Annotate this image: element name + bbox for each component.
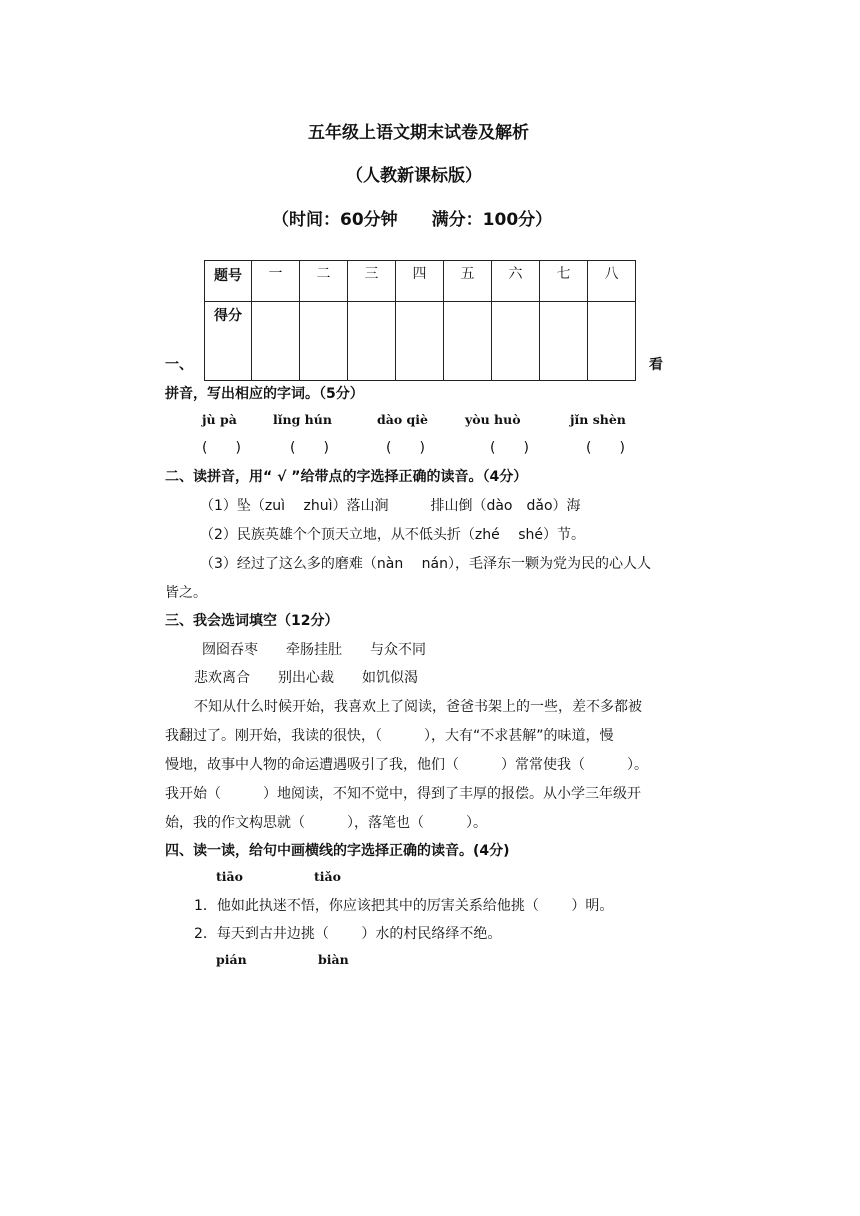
q2-title: 二、读拼音，用“ √ ”给带点的字选择正确的读音。（4分） bbox=[165, 469, 528, 485]
score-cell[interactable] bbox=[540, 302, 588, 381]
table-header-cell: 八 bbox=[588, 261, 636, 302]
q3-passage-line: 始，我的作文构思就（ ），落笔也（ ）。 bbox=[165, 815, 487, 831]
q4-pinyin-option: tiǎo bbox=[314, 869, 341, 884]
q1-pinyin: jǐn shèn bbox=[570, 412, 626, 427]
score-cell[interactable] bbox=[444, 302, 492, 381]
q1-pinyin: lǐng hún bbox=[273, 412, 332, 427]
q2-item-1: （1）坠（zuì zhuì）落山涧 排山倒（dào dǎo）海 bbox=[200, 498, 581, 514]
q1-answer-blank[interactable]: ( ) bbox=[202, 440, 241, 456]
q4-title: 四、读一读，给句中画横线的字选择正确的读音。(4分) bbox=[165, 843, 510, 859]
q1-number: 一、 bbox=[165, 357, 193, 373]
q1-title: 拼音，写出相应的字词。（5分） bbox=[165, 386, 364, 402]
q4-pinyin-option: pián bbox=[216, 952, 247, 967]
score-cell[interactable] bbox=[492, 302, 540, 381]
q2-item-2: （2）民族英雄个个顶天立地，从不低头折（zhé shé）节。 bbox=[200, 527, 585, 543]
q4-pinyin-option: biàn bbox=[318, 952, 349, 967]
q3-passage-line: 我翻过了。刚开始，我读的很快，（ ），大有“不求甚解”的味道，慢 bbox=[165, 728, 614, 744]
q2-item-3: （3）经过了这么多的磨难（nàn nán），毛泽东一颗为党为民的心人人 bbox=[200, 556, 652, 572]
score-cell[interactable] bbox=[300, 302, 348, 381]
q3-word-bank-row-2: 悲欢离合 别出心裁 如饥似渴 bbox=[194, 670, 418, 686]
table-header-cell: 五 bbox=[444, 261, 492, 302]
table-header-cell: 二 bbox=[300, 261, 348, 302]
time-score-info: （时间：60分钟 满分：100分） bbox=[272, 210, 553, 230]
table-header-cell: 一 bbox=[252, 261, 300, 302]
q1-pinyin: jù pà bbox=[202, 412, 237, 427]
q4-pinyin-option: tiāo bbox=[216, 869, 243, 884]
q1-pinyin: dào qiè bbox=[377, 412, 428, 427]
q3-passage-line: 我开始（ ）地阅读，不知不觉中，得到了丰厚的报偿。从小学三年级开 bbox=[165, 786, 641, 802]
score-table bbox=[204, 260, 636, 381]
q3-title: 三、我会选词填空（12分） bbox=[165, 613, 339, 629]
table-header-cell: 三 bbox=[348, 261, 396, 302]
table-row-question-numbers bbox=[205, 261, 636, 302]
table-header-cell: 六 bbox=[492, 261, 540, 302]
table-row-scores bbox=[205, 302, 636, 381]
table-header-cell: 七 bbox=[540, 261, 588, 302]
score-cell[interactable] bbox=[252, 302, 300, 381]
score-cell[interactable] bbox=[348, 302, 396, 381]
score-cell[interactable] bbox=[588, 302, 636, 381]
q2-item-3-cont: 皆之。 bbox=[165, 585, 207, 601]
q3-passage-line: 不知从什么时候开始，我喜欢上了阅读，爸爸书架上的一些，差不多都被 bbox=[194, 699, 642, 715]
q1-answer-blank[interactable]: ( ) bbox=[290, 440, 329, 456]
table-header-cell: 四 bbox=[396, 261, 444, 302]
q3-passage-line: 慢地，故事中人物的命运遭遇吸引了我，他们（ ）常常使我（ ）。 bbox=[165, 757, 648, 773]
table-label-question-number: 题号 bbox=[205, 261, 252, 302]
q4-sentence-2: 2．每天到古井边挑（ ）水的村民络绎不绝。 bbox=[194, 926, 502, 942]
q1-title-tail: 看 bbox=[649, 357, 663, 373]
document-title: 五年级上语文期末试卷及解析 bbox=[308, 123, 529, 143]
q1-answer-blank[interactable]: ( ) bbox=[386, 440, 425, 456]
q1-answer-blank[interactable]: ( ) bbox=[490, 440, 529, 456]
q4-sentence-1: 1．他如此执迷不悟，你应该把其中的厉害关系给他挑（ ）明。 bbox=[194, 898, 614, 914]
edition-subtitle: （人教新课标版） bbox=[346, 166, 482, 186]
q1-answer-blank[interactable]: ( ) bbox=[586, 440, 625, 456]
score-cell[interactable] bbox=[396, 302, 444, 381]
table-label-score: 得分 bbox=[205, 302, 252, 381]
q3-word-bank-row-1: 囫囵吞枣 牵肠挂肚 与众不同 bbox=[202, 642, 426, 658]
q1-pinyin: yòu huò bbox=[465, 412, 521, 427]
